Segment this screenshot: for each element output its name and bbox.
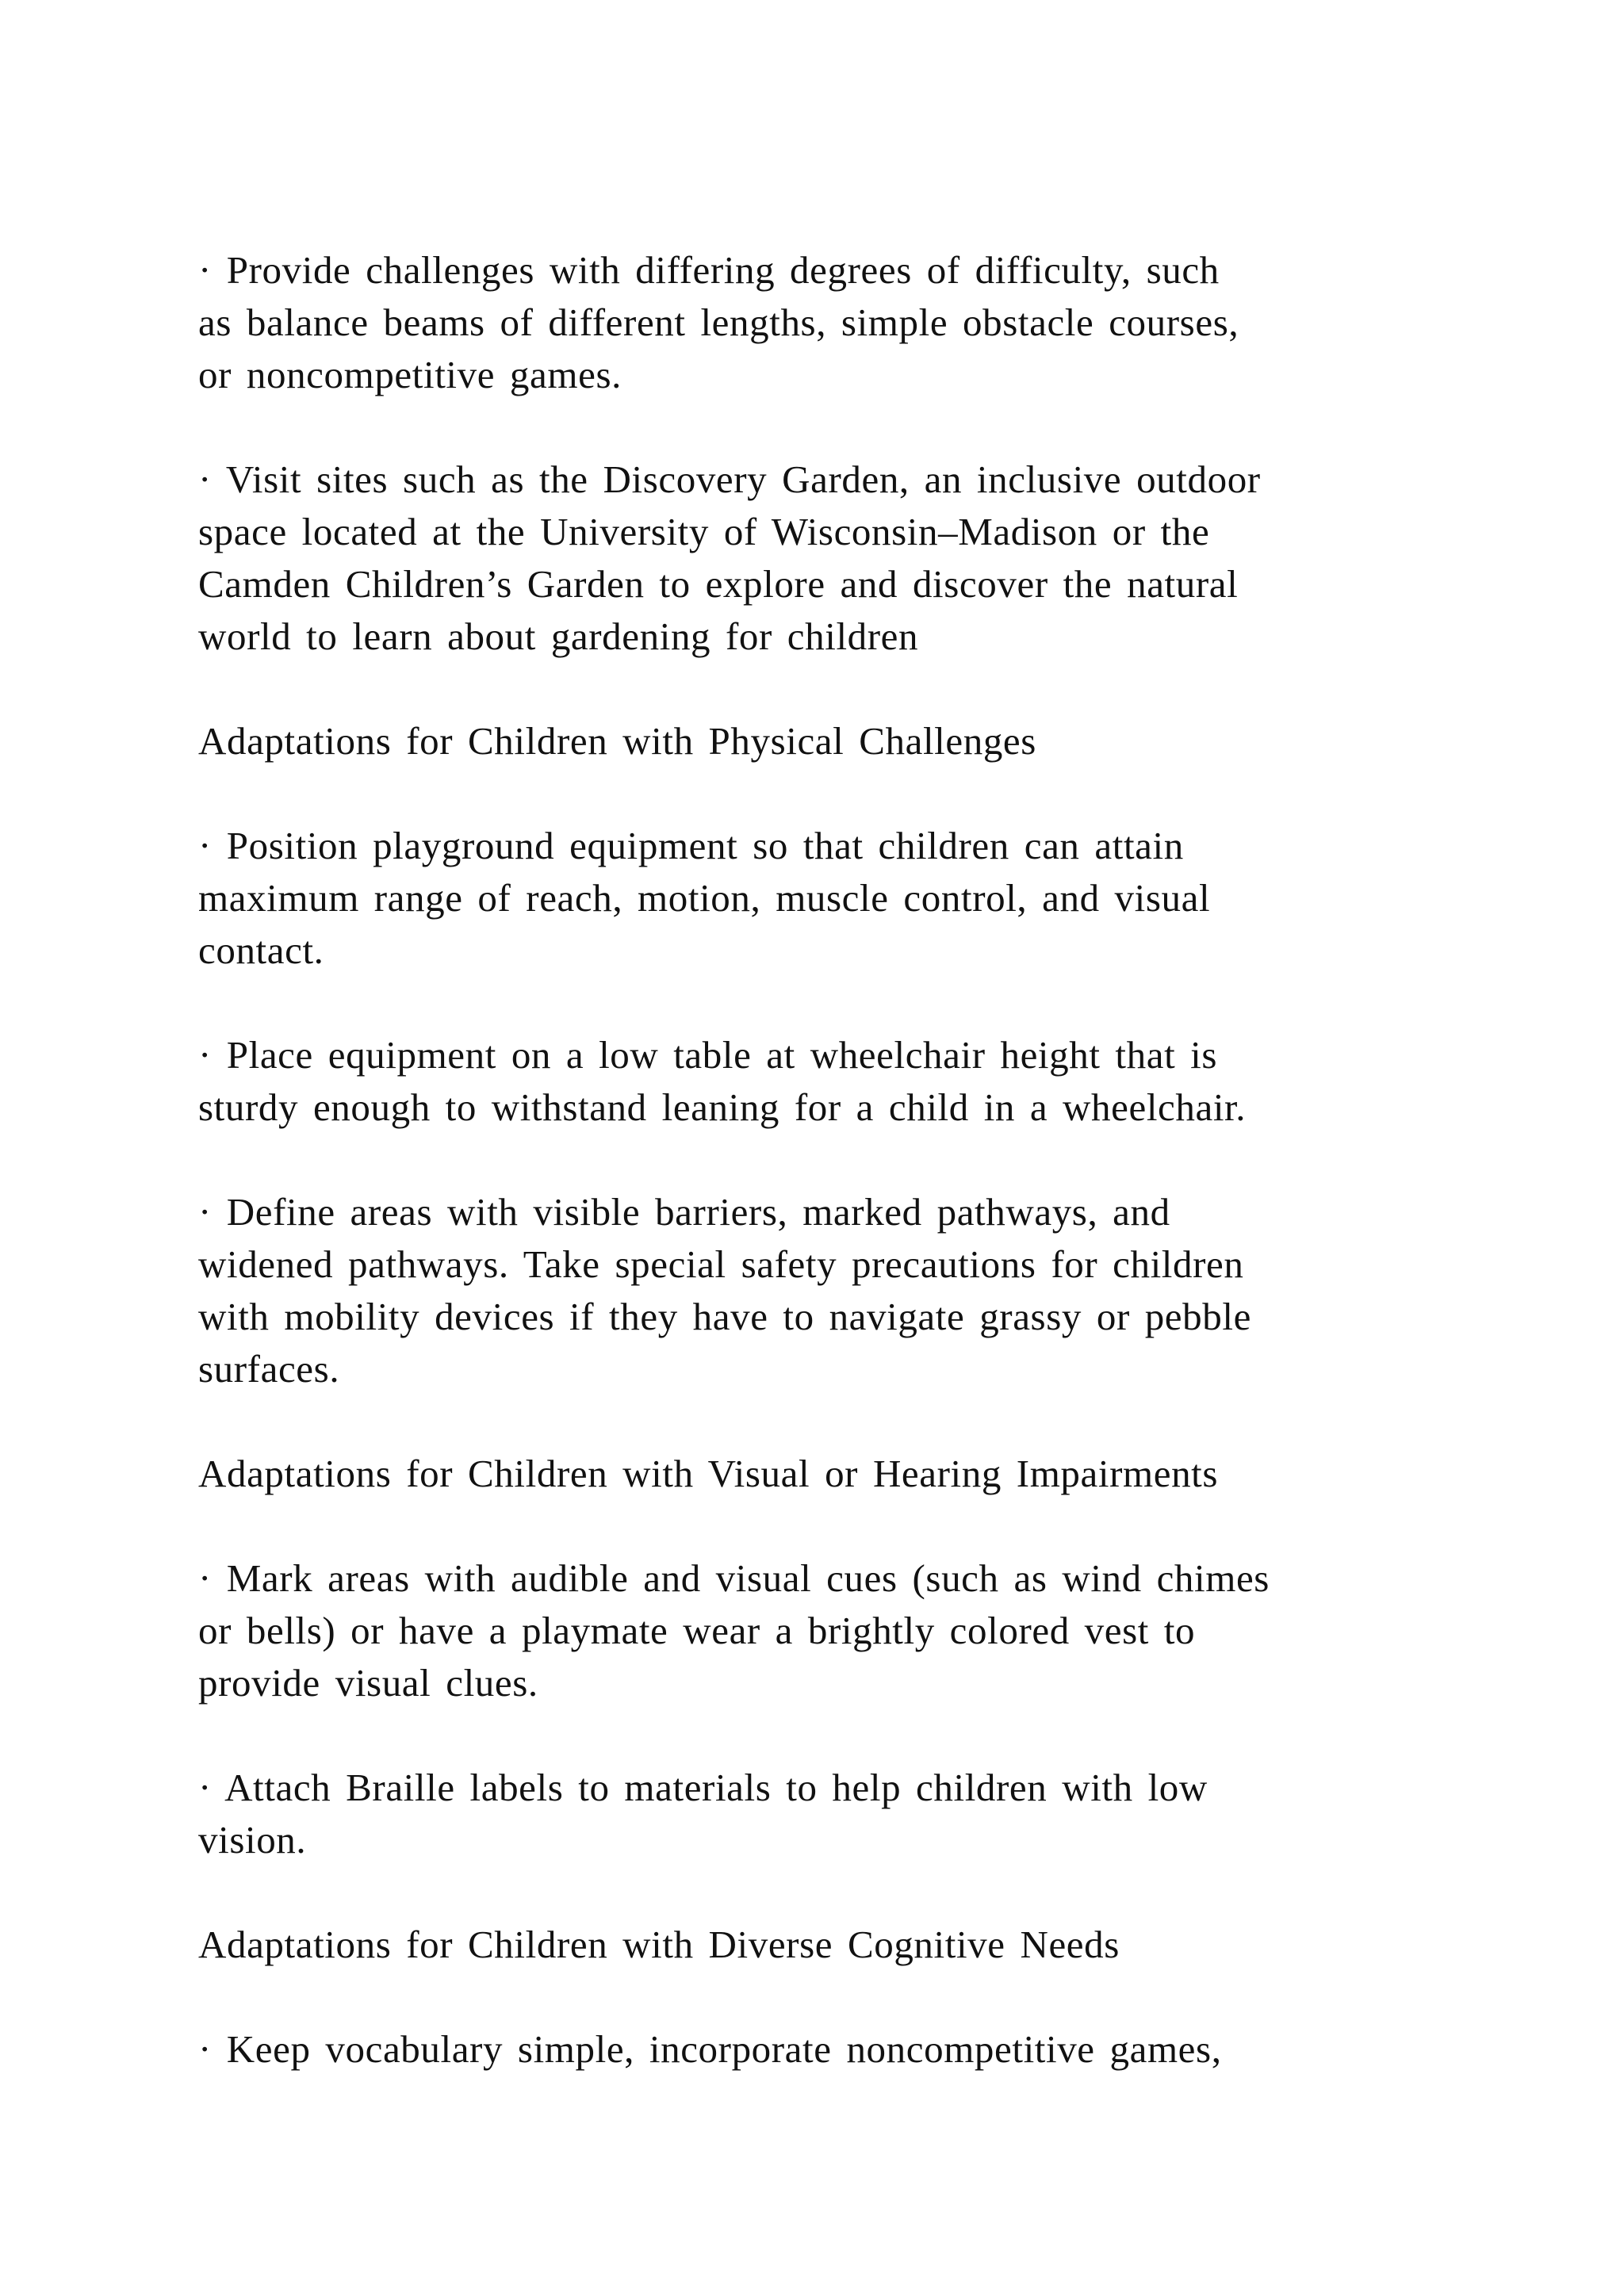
heading-physical-challenges: Adaptations for Children with Physical Challenges xyxy=(198,719,1036,763)
bullet-vocabulary-simple: · Keep vocabulary simple, incorporate noncompetitive games, xyxy=(198,2027,1222,2071)
bullet-define-areas: · Define areas with visible barriers, marked pathways, and widened pathways. Take special safety precautions for children with mobility devices if they have to navigate grassy or pebble surfaces. xyxy=(198,1190,1251,1391)
bullet-low-table: · Place equipment on a low table at wheelchair height that is sturdy enough to withstand leaning for a child in a wheelchair. xyxy=(198,1033,1247,1129)
bullet-challenges-difficulty: · Provide challenges with differing degrees of difficulty, such as balance beams of different lengths, simple obstacle courses, or noncompetitive games. xyxy=(198,248,1239,396)
document-page xyxy=(198,244,1435,2128)
bullet-position-equipment: · Position playground equipment so that children can attain maximum range of reach, motion, muscle control, and visual contact. xyxy=(198,824,1211,972)
heading-cognitive-needs: Adaptations for Children with Diverse Cognitive Needs xyxy=(198,1923,1120,1966)
bullet-audible-visual-cues: · Mark areas with audible and visual cues (such as wind chimes or bells) or have a playmate wear a brightly colored vest to provide visual clues. xyxy=(198,1556,1270,1705)
bullet-visit-gardens: · Visit sites such as the Discovery Garden, an inclusive outdoor space located at the University of Wisconsin–Madison or the Camden Children’s Garden to explore and discover the natural world to learn about gardening for children xyxy=(198,457,1261,658)
bullet-braille-labels: · Attach Braille labels to materials to help children with low vision. xyxy=(198,1766,1208,1862)
heading-visual-hearing: Adaptations for Children with Visual or Hearing Impairments xyxy=(198,1452,1219,1495)
